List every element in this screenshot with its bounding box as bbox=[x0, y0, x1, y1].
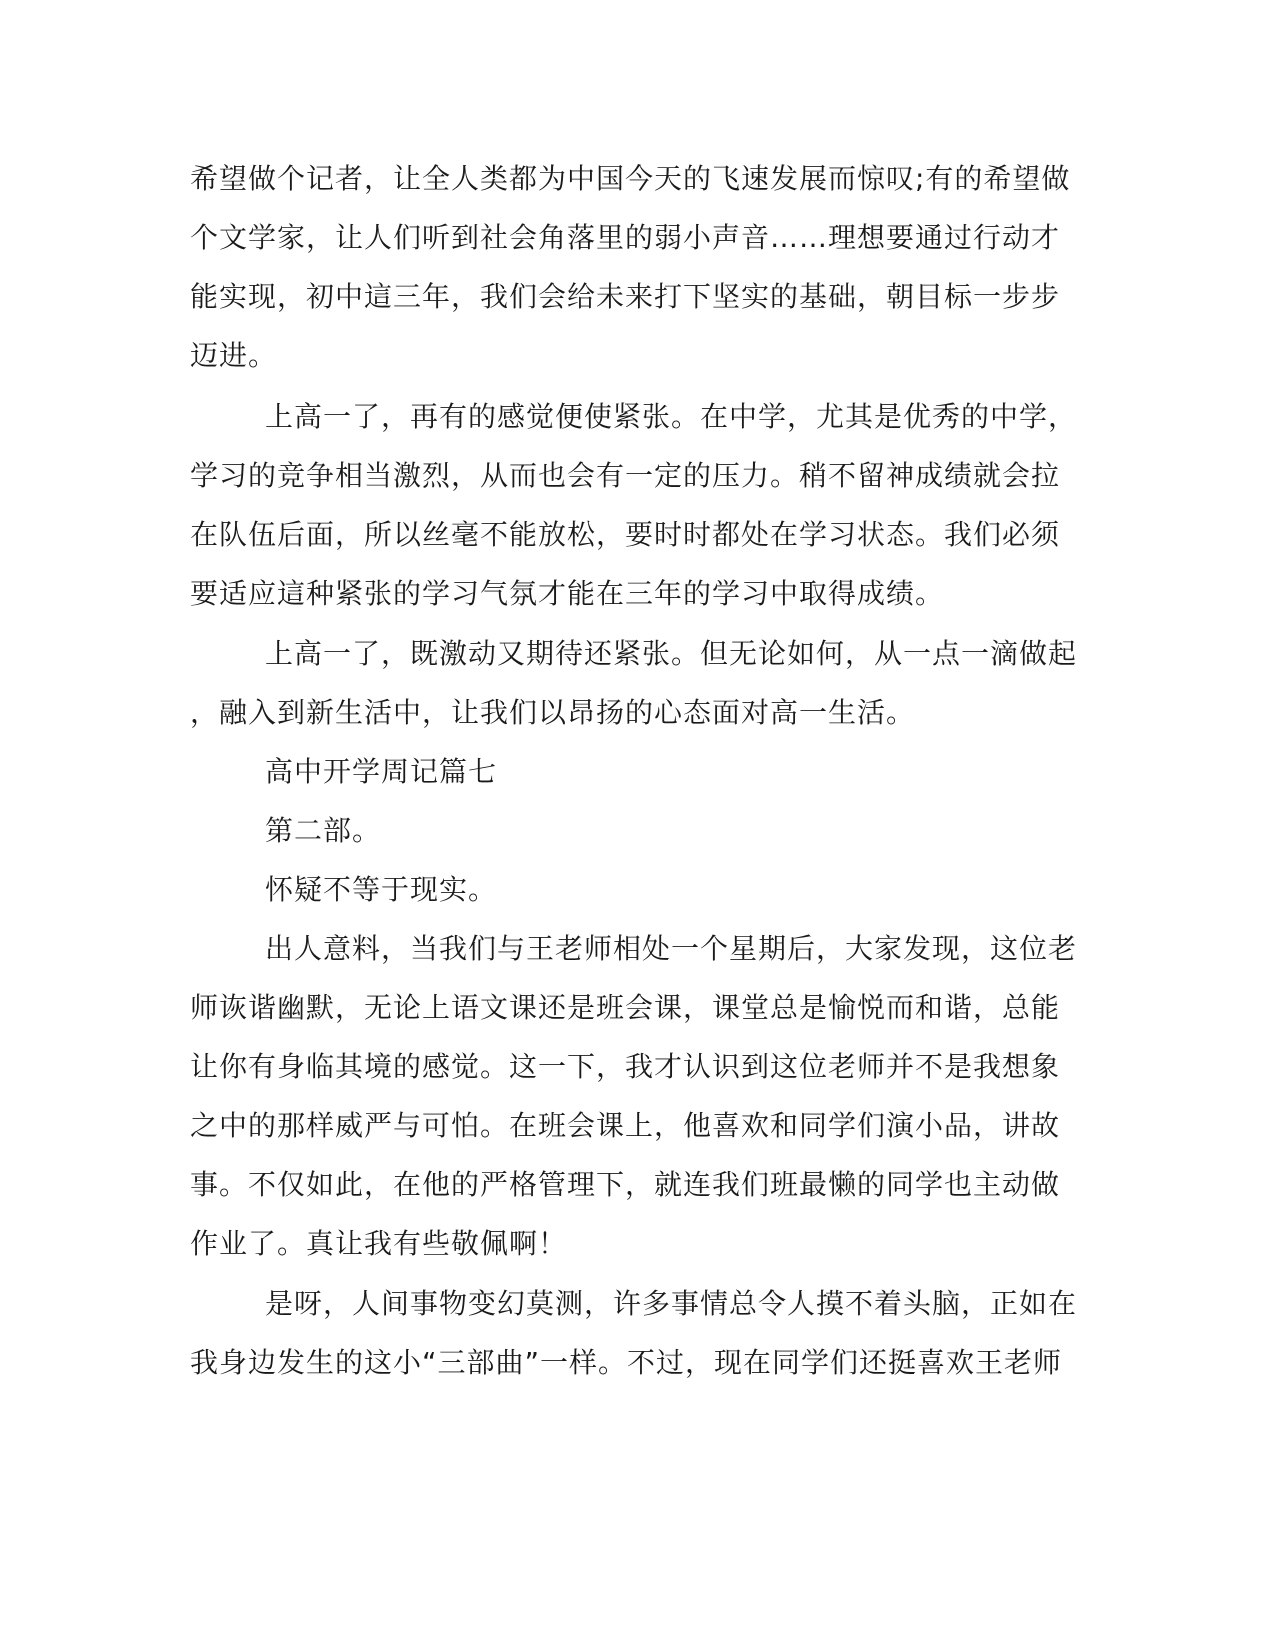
text-line-7: 在队伍后面，所以丝毫不能放松，要时时都处在学习状态。我们必须 bbox=[190, 518, 1061, 551]
section-heading: 高中开学周记篇七 bbox=[265, 755, 498, 788]
text-line-10: ，融入到新生活中，让我们以昂扬的心态面对高一生活。 bbox=[190, 696, 916, 729]
text-line-19: 作业了。真让我有些敬佩啊！ bbox=[190, 1227, 568, 1260]
text-line-6: 学习的竞争相当激烈，从而也会有一定的压力。稍不留神成绩就会拉 bbox=[190, 459, 1061, 492]
text-line-13: 怀疑不等于现实。 bbox=[265, 873, 498, 906]
text-line-2: 个文学家，让人们听到社会角落里的弱小声音……理想要通过行动才 bbox=[190, 221, 1061, 254]
text-line-4: 迈进。 bbox=[190, 339, 278, 372]
text-line-20: 是呀，人间事物变幻莫测，许多事情总令人摸不着头脑，正如在 bbox=[265, 1287, 1078, 1320]
text-line-17: 之中的那样威严与可怕。在班会课上，他喜欢和同学们演小品，讲故 bbox=[190, 1109, 1061, 1142]
text-line-12: 第二部。 bbox=[265, 814, 382, 847]
text-line-21: 我身边发生的这小“三部曲”一样。不过，现在同学们还挺喜欢王老师 bbox=[190, 1346, 1063, 1379]
text-line-15: 师诙谐幽默，无论上语文课还是班会课，课堂总是愉悦而和谐，总能 bbox=[190, 991, 1061, 1024]
text-line-9: 上高一了，既激动又期待还紧张。但无论如何，从一点一滴做起 bbox=[265, 637, 1078, 670]
text-line-3: 能实现，初中這三年，我们会给未来打下坚实的基础，朝目标一步步 bbox=[190, 280, 1061, 313]
text-line-5: 上高一了，再有的感觉便使紧张。在中学，尤其是优秀的中学， bbox=[265, 400, 1078, 433]
text-line-14: 出人意料，当我们与王老师相处一个星期后，大家发现，这位老 bbox=[265, 932, 1078, 965]
text-line-18: 事。不仅如此，在他的严格管理下，就连我们班最懒的同学也主动做 bbox=[190, 1168, 1061, 1201]
text-line-8: 要适应這种紧张的学习气氛才能在三年的学习中取得成绩。 bbox=[190, 577, 945, 610]
text-line-16: 让你有身临其境的感觉。这一下，我才认识到这位老师并不是我想象 bbox=[190, 1050, 1061, 1083]
text-line-1: 希望做个记者，让全人类都为中国今天的飞速发展而惊叹;有的希望做 bbox=[190, 162, 1071, 195]
